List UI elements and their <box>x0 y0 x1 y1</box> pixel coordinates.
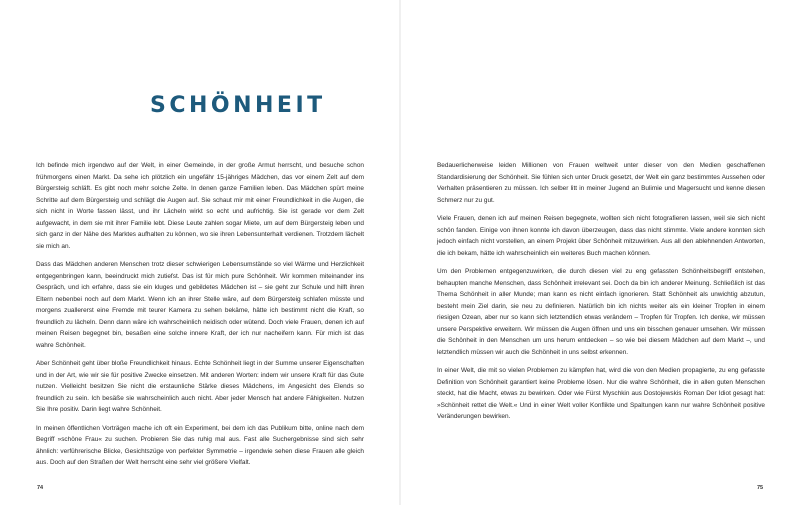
paragraph: Aber Schönheit geht über bloße Freundlichkeit hinaus. Echte Schönheit liegt in der Summe unserer Eigenschaften und in der Art, wie wir sie für positive Zwecke einsetzen. Mit anderen Worten: indem wir unsere Kraft für das Gute nutzen. Vielleicht besitzen Sie nicht die erstaunliche Stärke dieses Mädchens, im Angesicht des Elends so freundlich zu sein. Ich besäße sie wahrscheinlich auch nicht. Aber jeder Mensch hat andere Fähigkeiten. Nutzen Sie Ihre positiv. Darin liegt wahre Schönheit. <box>36 360 364 413</box>
paragraph: Um den Problemen entgegenzuwirken, die durch diesen viel zu eng gefassten Schönheitsbegriff entstehen, behaupten manche Menschen, dass Schönheit irrelevant sei. Doch da bin ich anderer Meinung. Schließlich ist das Thema Schönheit in aller Munde; man kann es nicht einfach ignorieren. Statt Schönheit als unwichtig abzutun, besteht mein Ziel darin, sie neu zu definieren. Natürlich bin ich nichts weiter als ein kleiner Tropfen in einem riesigen Ozean, aber nur so kann sich letztendlich etwas verändern – Tropfen für Tropfen. Ich denke, wir müssen unsere Perspektive erweitern. Wir müssen die Augen öffnen und uns ein bisschen genauer umsehen. Wir müssen die Schönheit in den Menschen um uns herum entdecken – so wie bei diesem Mädchen auf dem Markt –, und letztendlich müssen wir auch die Schönheit in uns selbst erkennen. <box>437 268 765 356</box>
page-number-left: 74 <box>37 485 44 491</box>
page-number-right: 75 <box>757 485 764 491</box>
paragraph: Viele Frauen, denen ich auf meinen Reisen begegnete, wollten sich nicht fotografieren lassen, weil sie sich nicht schön fanden. Einige von ihnen konnte ich davon überzeugen, dass das nicht stimmte. Viele andere konnten sich jedoch einfach nicht vorstellen, an einem Projekt über Schönheit mitzuwirken. Aus all den ablehnenden Antworten, die ich bekam, hätte ich wahrscheinlich ein weiteres Buch machen können. <box>437 215 765 257</box>
paragraph: Ich befinde mich irgendwo auf der Welt, in einer Gemeinde, in der große Armut herrscht, und besuche schon frühmorgens einen Markt. Da sehe ich plötzlich ein ungefähr 15-jähriges Mädchen, das vor einem Zelt auf dem Bürgersteig schläft. Es gibt noch mehr solche Zelte. In denen ganze Familien leben. Das Mädchen spürt meine Schritte auf dem Bürgersteig und schlägt die Augen auf. Sie schaut mir mit einer Freundlichkeit in die Augen, die sich nicht in Worte fassen lässt, und ihr Lächeln wirkt so echt und aufrichtig. Sie ist gerade vor dem Zelt aufgewacht, in dem sie mit ihrer Familie lebt. Diese Leute zahlen sogar Miete, um auf dem Bürgersteig leben und sich ganz in der Nähe des Marktes aufhalten zu können, wo sie ihren Lebensunterhalt verdienen. Trotzdem lächelt sie mich an. <box>36 162 364 250</box>
left-body-text <box>36 160 364 476</box>
right-body-text <box>437 160 765 430</box>
paragraph: Bedauerlicherweise leiden Millionen von Frauen weltweit unter dieser von den Medien geschaffenen Standardisierung der Schönheit. Sie fühlen sich unter Druck gesetzt, der Welt ein ganz bestimmtes Aussehen oder Verhalten präsentieren zu müssen. Ich selber litt in meiner Jugend an Bulimie und Magersucht und kenne diesen Schmerz nur zu gut. <box>437 162 765 204</box>
paragraph: In meinen öffentlichen Vorträgen mache ich oft ein Experiment, bei dem ich das Publikum bitte, online nach dem Begriff »schöne Frau« zu suchen. Probieren Sie das ruhig mal aus. Fast alle Suchergebnisse sind sich sehr ähnlich: verführerische Blicke, Gesichtszüge von perfekter Symmetrie – irgendwie sehen diese Frauen alle gleich aus. Doch auf den Straßen der Welt herrscht eine sehr viel größere Vielfalt. <box>36 424 364 466</box>
chapter-title: SCHÖNHEIT <box>150 93 326 118</box>
right-page <box>400 0 800 505</box>
paragraph: In einer Welt, die mit so vielen Problemen zu kämpfen hat, wird die von den Medien propagierte, zu eng gefasste Definition von Schönheit garantiert keine Probleme lösen. Nur die wahre Schönheit, die in allen guten Menschen steckt, hat die Macht, etwas zu bewirken. Oder wie Fürst Myschkin aus Dostojewskis Roman Der Idiot gesagt hat: »Schönheit rettet die Welt.« Und in einer Welt voller Konflikte und Spaltungen kann nur wahre Schönheit positive Veränderungen bewirken. <box>437 367 765 420</box>
paragraph: Dass das Mädchen anderen Menschen trotz dieser schwierigen Lebensumstände so viel Wärme und Herzlichkeit entgegenbringen kann, beeindruckt mich zutiefst. Das ist für mich pure Schönheit. Wir kommen miteinander ins Gespräch, und ich erfahre, dass sie ein kluges und gebildetes Mädchen ist – sie geht zur Schule und hilft ihren Eltern nebenbei noch auf dem Markt. Wenn ich an ihrer Stelle wäre, auf dem Bürgersteig schlafen müsste und morgens zuallererst eine Fremde mit teurer Kamera zu sehen bekäme, hätte ich bestimmt nicht die Kraft, so freundlich zu lächeln. Denn dann wäre ich wahrscheinlich neidisch oder wütend. Doch viele Frauen, denen ich auf meinen Reisen begegnet bin, besaßen eine solche innere Kraft, der ich nur nacheifern kann. Für mich ist das wahre Schönheit. <box>36 261 364 349</box>
